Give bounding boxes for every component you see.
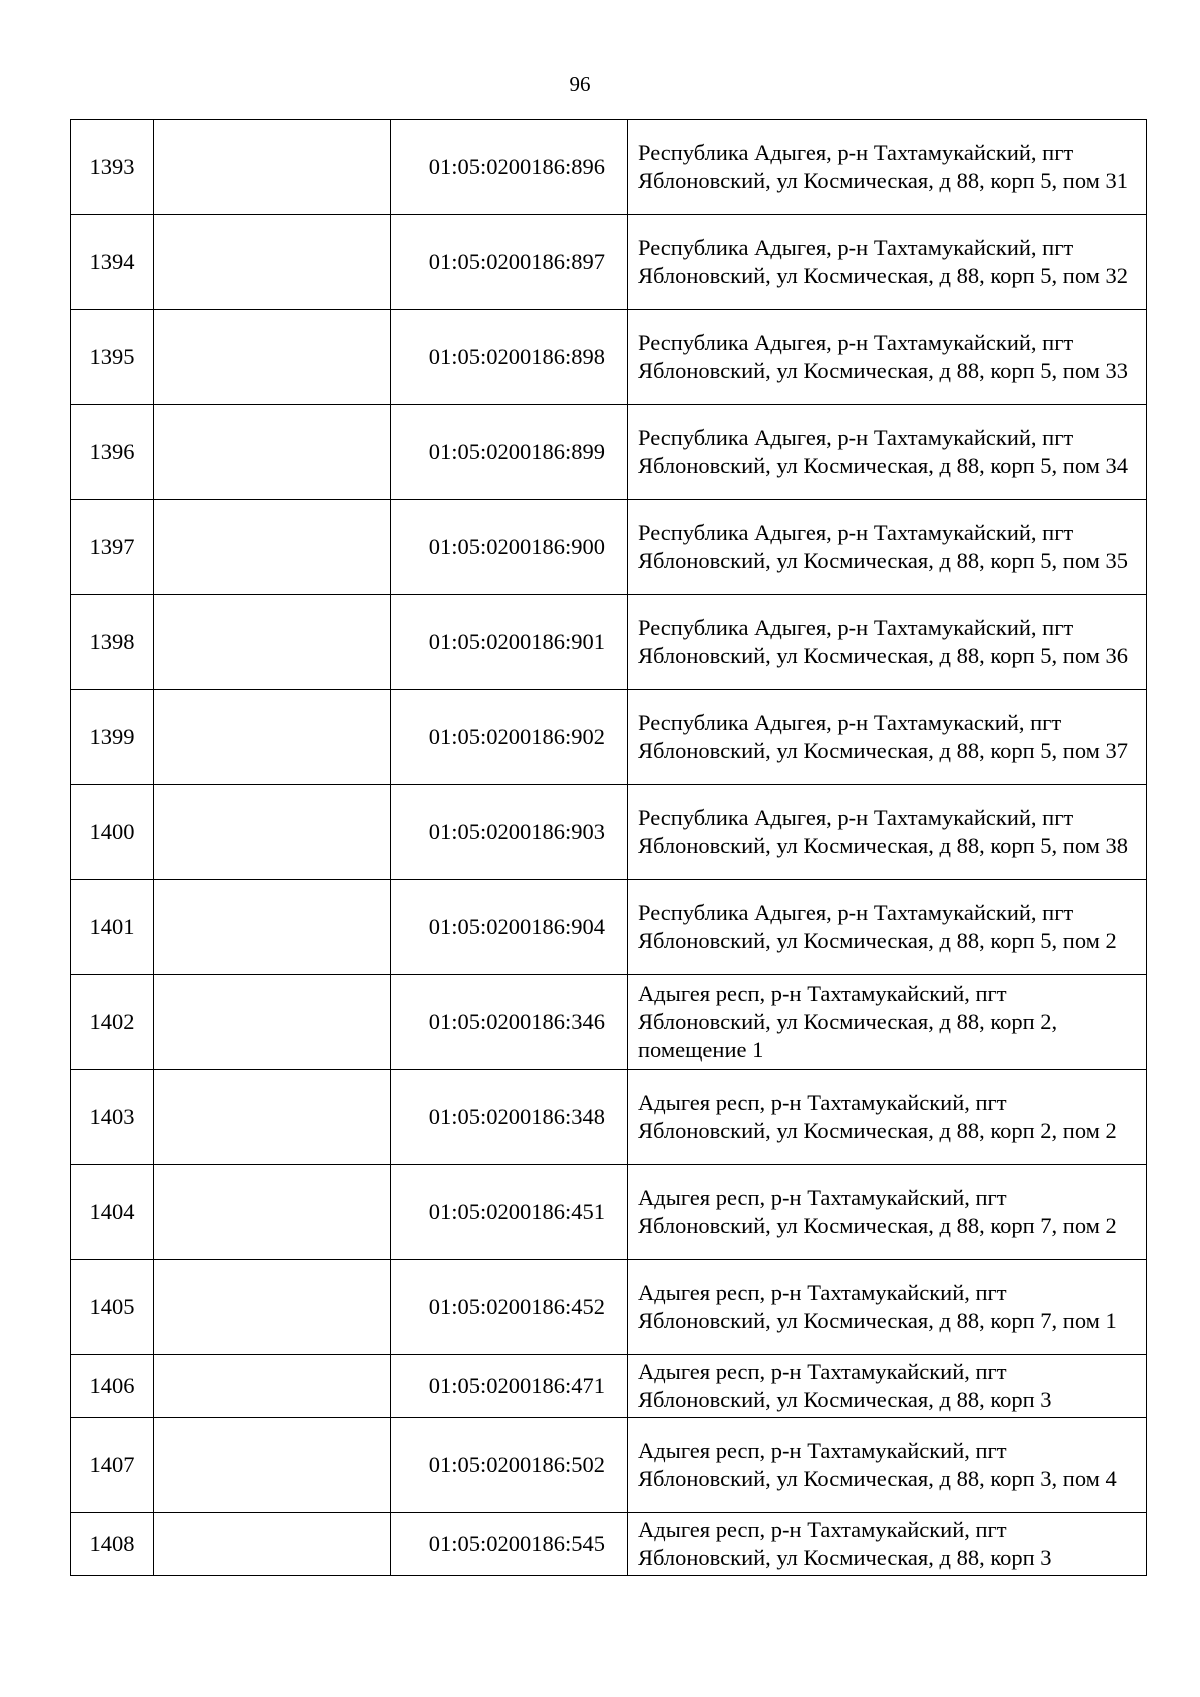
table-row [71,1165,1147,1260]
address: Республика Адыгея, р-н Тахтамукайский, пгт Яблоновский, ул Космическая, д 88, корп 5, пом 32 [628,215,1147,310]
empty-cell [154,215,391,310]
address: Республика Адыгея, р-н Тахтамукаский, пгт Яблоновский, ул Космическая, д 88, корп 5, пом 37 [628,690,1147,785]
address: Адыгея респ, р-н Тахтамукайский, пгт Яблоновский, ул Космическая, д 88, корп 7, пом 2 [628,1165,1147,1260]
registry-table [70,119,1147,1576]
address: Республика Адыгея, р-н Тахтамукайский, пгт Яблоновский, ул Космическая, д 88, корп 5, пом 38 [628,785,1147,880]
address: Республика Адыгея, р-н Тахтамукайский, пгт Яблоновский, ул Космическая, д 88, корп 5, пом 2 [628,880,1147,975]
table-row [71,215,1147,310]
row-number: 1406 [71,1355,154,1418]
row-number: 1403 [71,1070,154,1165]
cadastral-number: 01:05:0200186:451 [391,1165,628,1260]
row-number: 1393 [71,120,154,215]
row-number: 1398 [71,595,154,690]
table-row [71,500,1147,595]
page-number: 96 [569,72,591,96]
empty-cell [154,405,391,500]
empty-cell [154,880,391,975]
address: Адыгея респ, р-н Тахтамукайский, пгт Яблоновский, ул Космическая, д 88, корп 3 [628,1513,1147,1576]
address: Республика Адыгея, р-н Тахтамукайский, пгт Яблоновский, ул Космическая, д 88, корп 5, пом 33 [628,310,1147,405]
row-number: 1404 [71,1165,154,1260]
table-row [71,120,1147,215]
cadastral-number: 01:05:0200186:902 [391,690,628,785]
address: Адыгея респ, р-н Тахтамукайский, пгт Яблоновский, ул Космическая, д 88, корп 3, пом 4 [628,1418,1147,1513]
address: Республика Адыгея, р-н Тахтамукайский, пгт Яблоновский, ул Космическая, д 88, корп 5, пом 34 [628,405,1147,500]
address: Республика Адыгея, р-н Тахтамукайский, пгт Яблоновский, ул Космическая, д 88, корп 5, пом 36 [628,595,1147,690]
row-number: 1399 [71,690,154,785]
empty-cell [154,595,391,690]
table-row [71,1070,1147,1165]
address: Адыгея респ, р-н Тахтамукайский, пгт Яблоновский, ул Космическая, д 88, корп 2, пом 2 [628,1070,1147,1165]
empty-cell [154,1418,391,1513]
row-number: 1396 [71,405,154,500]
table-row [71,405,1147,500]
cadastral-number: 01:05:0200186:904 [391,880,628,975]
cadastral-number: 01:05:0200186:900 [391,500,628,595]
table-row [71,1418,1147,1513]
address: Адыгея респ, р-н Тахтамукайский, пгт Яблоновский, ул Космическая, д 88, корп 3 [628,1355,1147,1418]
cadastral-number: 01:05:0200186:898 [391,310,628,405]
empty-cell [154,1165,391,1260]
cadastral-number: 01:05:0200186:452 [391,1260,628,1355]
cadastral-number: 01:05:0200186:897 [391,215,628,310]
row-number: 1402 [71,975,154,1070]
cadastral-number: 01:05:0200186:903 [391,785,628,880]
row-number: 1397 [71,500,154,595]
empty-cell [154,785,391,880]
row-number: 1408 [71,1513,154,1576]
empty-cell [154,1513,391,1576]
cadastral-number: 01:05:0200186:346 [391,975,628,1070]
row-number: 1394 [71,215,154,310]
cadastral-number: 01:05:0200186:899 [391,405,628,500]
table-row [71,880,1147,975]
table-row [71,1513,1147,1576]
row-number: 1395 [71,310,154,405]
address: Адыгея респ, р-н Тахтамукайский, пгт Яблоновский, ул Космическая, д 88, корп 2, помещение 1 [628,975,1147,1070]
cadastral-number: 01:05:0200186:901 [391,595,628,690]
row-number: 1401 [71,880,154,975]
row-number: 1407 [71,1418,154,1513]
cadastral-number: 01:05:0200186:348 [391,1070,628,1165]
table-row [71,785,1147,880]
table-row [71,1355,1147,1418]
cadastral-number: 01:05:0200186:545 [391,1513,628,1576]
empty-cell [154,1070,391,1165]
table-row [71,975,1147,1070]
address: Республика Адыгея, р-н Тахтамукайский, пгт Яблоновский, ул Космическая, д 88, корп 5, пом 35 [628,500,1147,595]
empty-cell [154,500,391,595]
table-row [71,595,1147,690]
table-row [71,310,1147,405]
address: Адыгея респ, р-н Тахтамукайский, пгт Яблоновский, ул Космическая, д 88, корп 7, пом 1 [628,1260,1147,1355]
table-row [71,1260,1147,1355]
address: Республика Адыгея, р-н Тахтамукайский, пгт Яблоновский, ул Космическая, д 88, корп 5, пом 31 [628,120,1147,215]
empty-cell [154,1260,391,1355]
cadastral-number: 01:05:0200186:896 [391,120,628,215]
empty-cell [154,1355,391,1418]
table-row [71,690,1147,785]
empty-cell [154,310,391,405]
row-number: 1400 [71,785,154,880]
row-number: 1405 [71,1260,154,1355]
cadastral-number: 01:05:0200186:471 [391,1355,628,1418]
cadastral-number: 01:05:0200186:502 [391,1418,628,1513]
empty-cell [154,975,391,1070]
empty-cell [154,690,391,785]
empty-cell [154,120,391,215]
